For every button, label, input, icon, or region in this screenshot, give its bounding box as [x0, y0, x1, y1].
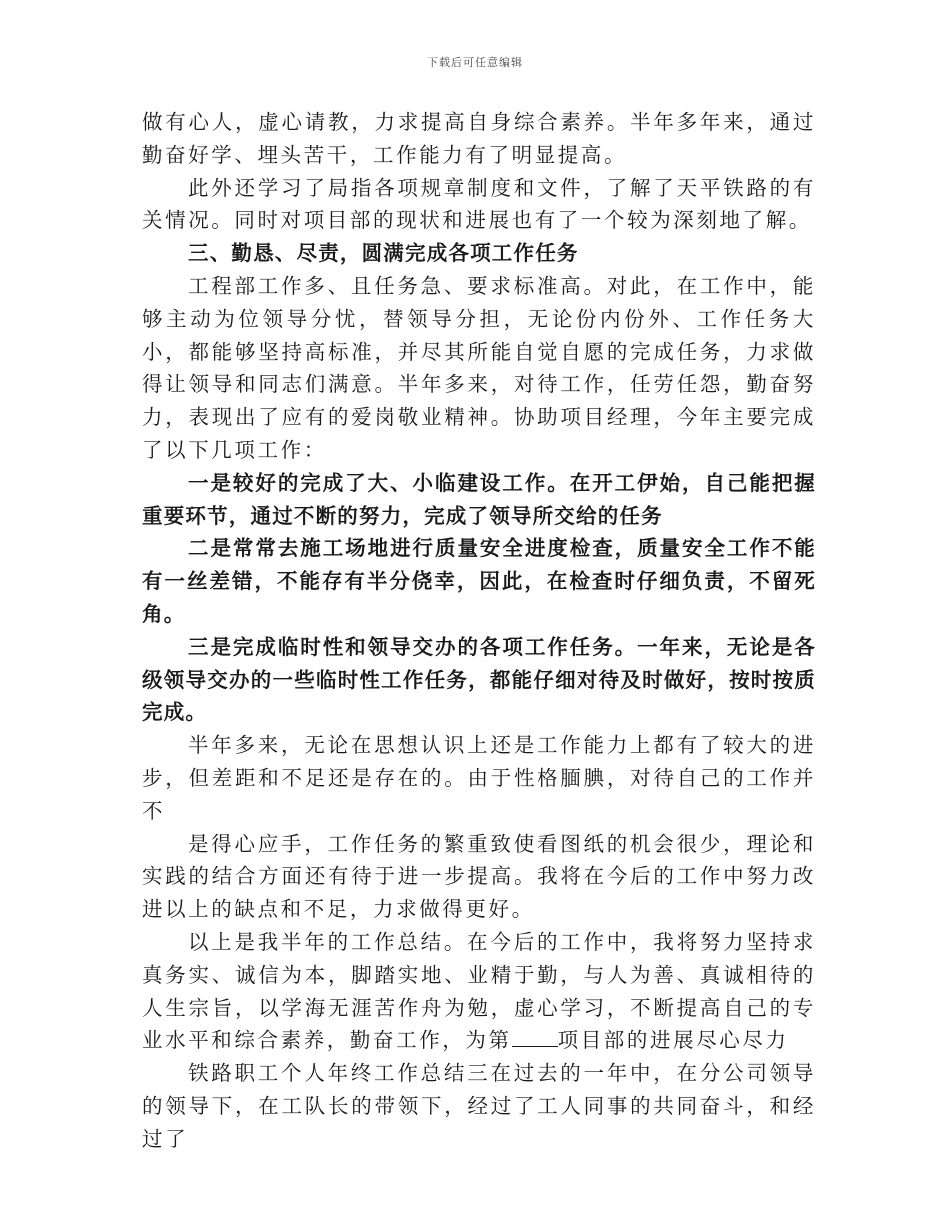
paragraph-5: 是得心应手，工作任务的繁重致使看图纸的机会很少，理论和实践的结合方面还有待于进一步提高。我将在今后的工作中努力改进以上的缺点和不足，力求做得更好。 — [142, 831, 816, 922]
bold-item-3: 三是完成临时性和领导交办的各项工作任务。一年来，无论是各级领导交办的一些临时性工作任务，都能仔细对待及时做好，按时按质完成。 — [142, 634, 816, 725]
paragraph-6 — [142, 926, 816, 1057]
paragraph-7: 铁路职工个人年终工作总结三在过去的一年中，在分公司领导的领导下，在工队长的带领下，经过了工人同事的共同奋斗，和经过了 — [142, 1061, 816, 1151]
paragraph-1: 做有心人，虚心请教，力求提高自身综合素养。半年多年来，通过勤奋好学、埋头苦干，工作能力有了明显提高。 — [142, 110, 816, 167]
bold-item-2: 二是常常去施工场地进行质量安全进度检查，质量安全工作不能有一丝差错，不能存有半分侥幸，因此，在检查时仔细负责，不留死角。 — [142, 536, 816, 626]
page-header: 下载后可任意编辑 — [427, 56, 523, 69]
fill-in-blank — [512, 1028, 558, 1047]
paragraph-2: 此外还学习了局指各项规章制度和文件，了解了天平铁路的有关情况。同时对项目部的现状和进展也有了一个较为深刻地了解。 — [142, 175, 816, 233]
paragraph-3: 工程部工作多、且任务急、要求标准高。对此，在工作中，能够主动为位领导分忧，替领导分担，无论份内份外、工作任务大小，都能够坚持高标准，并尽其所能自觉自愿的完成任务，力求做得让领导和同志们满意。半年多来，对待工作，任劳任怨，勤奋努力，表现出了应有的爱岗敬业精神。协助项目经理，今年主要完成了以下几项工作： — [142, 273, 816, 462]
paragraph-4: 半年多来，无论在思想认识上还是工作能力上都有了较大的进步，但差距和不足还是存在的。由于性格腼腆，对待自己的工作并不 — [142, 733, 816, 823]
document-body — [142, 106, 816, 1156]
bold-item-1: 一是较好的完成了大、小临建设工作。在开工伊始，自己能把握重要环节，通过不断的努力，完成了领导所交给的任务 — [142, 470, 816, 528]
paragraph-6-text-after: 项目部的进展尽心尽力 — [557, 1028, 789, 1053]
section-heading: 三、勤恳、尽责，圆满完成各项工作任务 — [188, 241, 579, 266]
paragraph-6-text-before: 以上是我半年的工作总结。在今后的工作中，我将努力坚持求真务实、诚信为本，脚踏实地、业精于勤，与人为善、真诚相待的人生宗旨，以学海无涯苦作舟为勉，虚心学习，不断提高自己的专业水平和综合素养，勤奋工作，为第 — [142, 929, 816, 1053]
